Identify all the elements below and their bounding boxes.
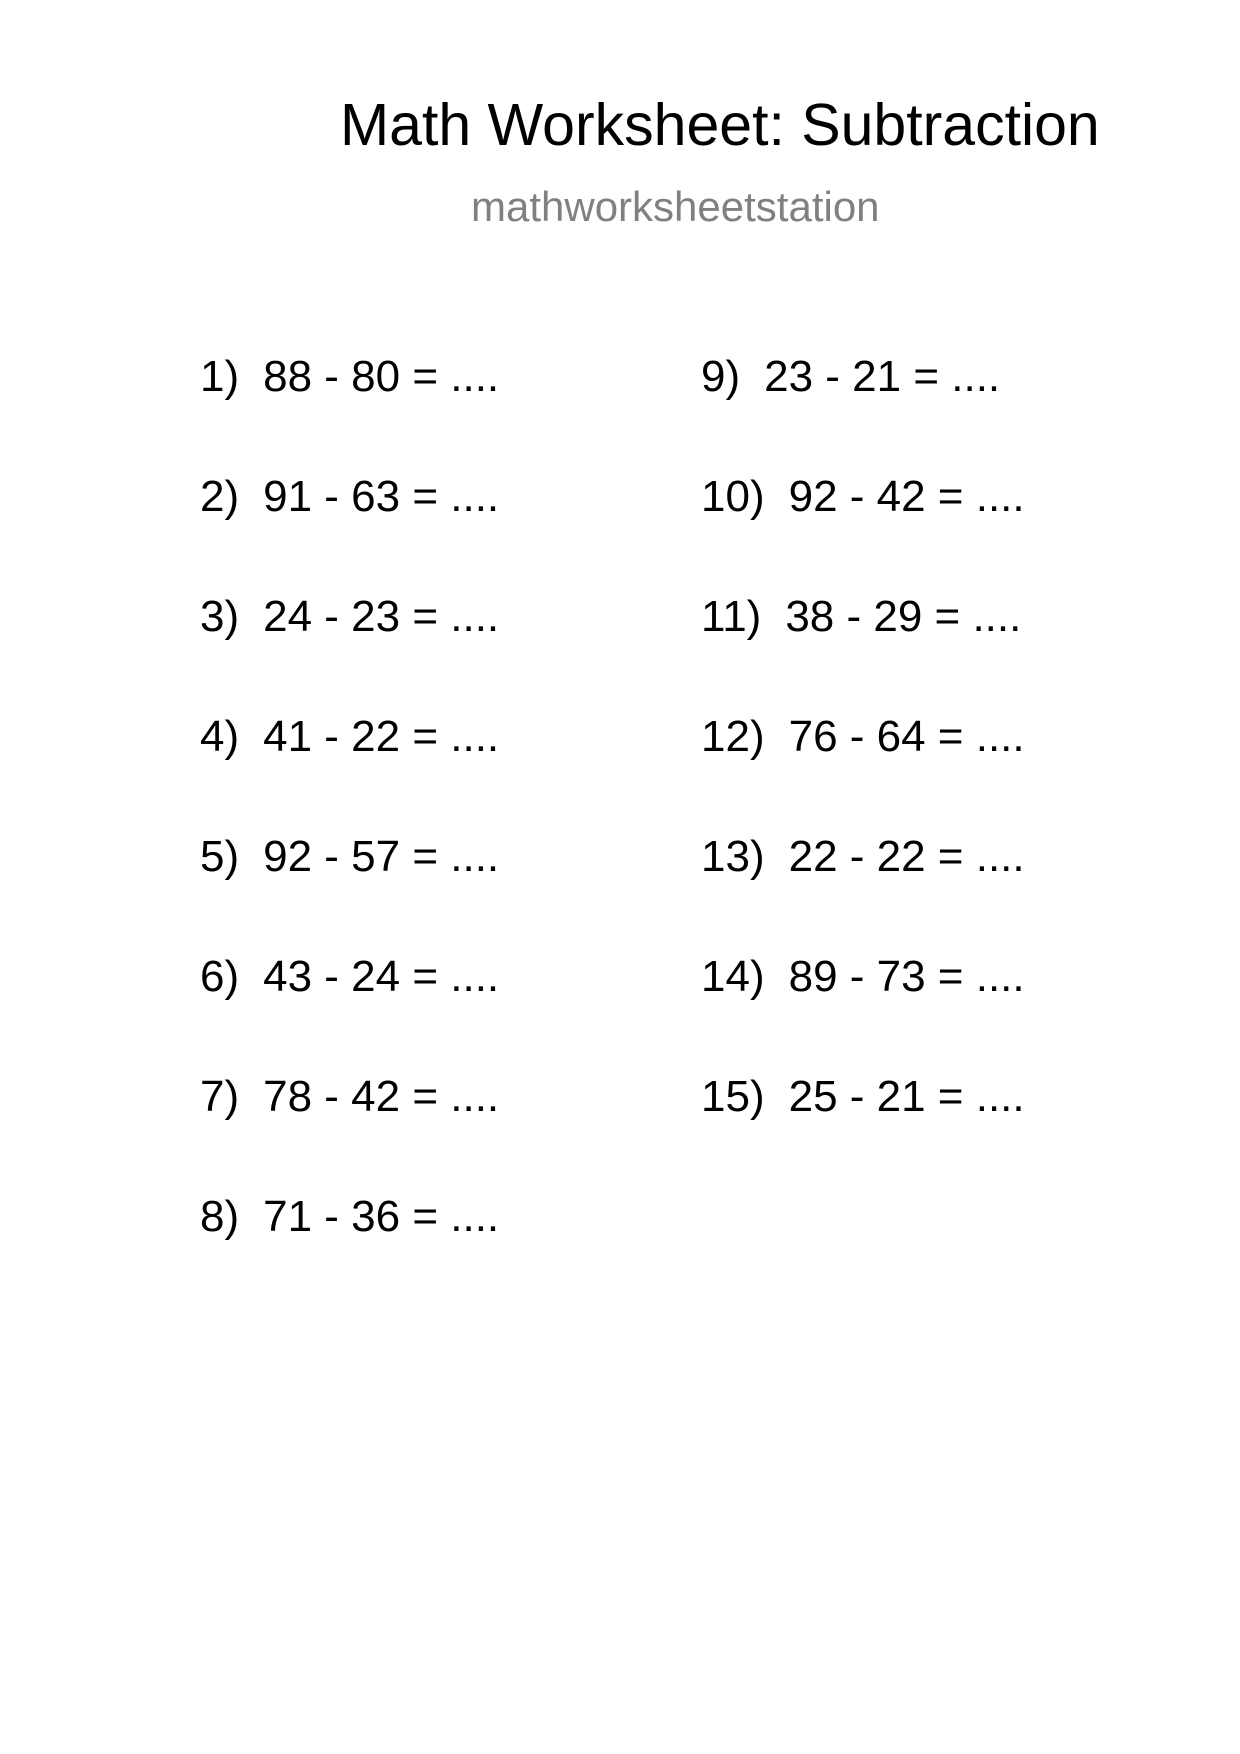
problem-item: [701, 353, 1025, 473]
problem-expression: 43 - 24 = ....: [263, 952, 500, 1001]
problem-expression: 89 - 73 = ....: [788, 952, 1025, 1001]
problem-item: [701, 1073, 1025, 1193]
problem-number: 2): [200, 472, 240, 521]
problem-expression: 41 - 22 = ....: [263, 712, 500, 761]
problem-number: 9): [701, 352, 741, 401]
problem-expression: 24 - 23 = ....: [263, 592, 500, 641]
problem-number: 8): [200, 1192, 240, 1241]
problem-item: [200, 833, 499, 953]
problem-expression: 92 - 57 = ....: [263, 832, 500, 881]
problem-number: 1): [200, 352, 240, 401]
problem-item: [701, 473, 1025, 593]
problem-number: 15): [701, 1072, 765, 1121]
problem-number: 4): [200, 712, 240, 761]
problem-item: [200, 713, 499, 833]
problem-item: [200, 1073, 499, 1193]
problem-item: [200, 353, 499, 473]
problem-number: 10): [701, 472, 765, 521]
problem-expression: 76 - 64 = ....: [788, 712, 1025, 761]
problem-item: [200, 953, 499, 1073]
problem-expression: 22 - 22 = ....: [788, 832, 1025, 881]
problem-expression: 71 - 36 = ....: [263, 1192, 500, 1241]
problem-number: 6): [200, 952, 240, 1001]
problem-number: 14): [701, 952, 765, 1001]
problem-item: [701, 593, 1025, 713]
problem-item: [200, 1193, 499, 1313]
worksheet-title: Math Worksheet: Subtraction: [340, 92, 1100, 158]
problem-expression: 78 - 42 = ....: [263, 1072, 500, 1121]
problem-number: 7): [200, 1072, 240, 1121]
problem-expression: 23 - 21 = ....: [764, 352, 1001, 401]
problem-expression: 25 - 21 = ....: [788, 1072, 1025, 1121]
worksheet-subtitle: mathworksheetstation: [471, 183, 880, 230]
problems-right-column: [701, 353, 1025, 1193]
problem-item: [200, 593, 499, 713]
problem-item: [701, 713, 1025, 833]
problem-expression: 88 - 80 = ....: [263, 352, 500, 401]
problem-item: [701, 953, 1025, 1073]
problem-expression: 92 - 42 = ....: [788, 472, 1025, 521]
problem-number: 5): [200, 832, 240, 881]
problems-left-column: [200, 353, 499, 1313]
problem-number: 3): [200, 592, 240, 641]
problem-number: 13): [701, 832, 765, 881]
problem-number: 11): [701, 592, 762, 641]
problem-item: [200, 473, 499, 593]
problem-expression: 91 - 63 = ....: [263, 472, 500, 521]
problem-item: [701, 833, 1025, 953]
problem-number: 12): [701, 712, 765, 761]
problem-expression: 38 - 29 = ....: [785, 592, 1022, 641]
